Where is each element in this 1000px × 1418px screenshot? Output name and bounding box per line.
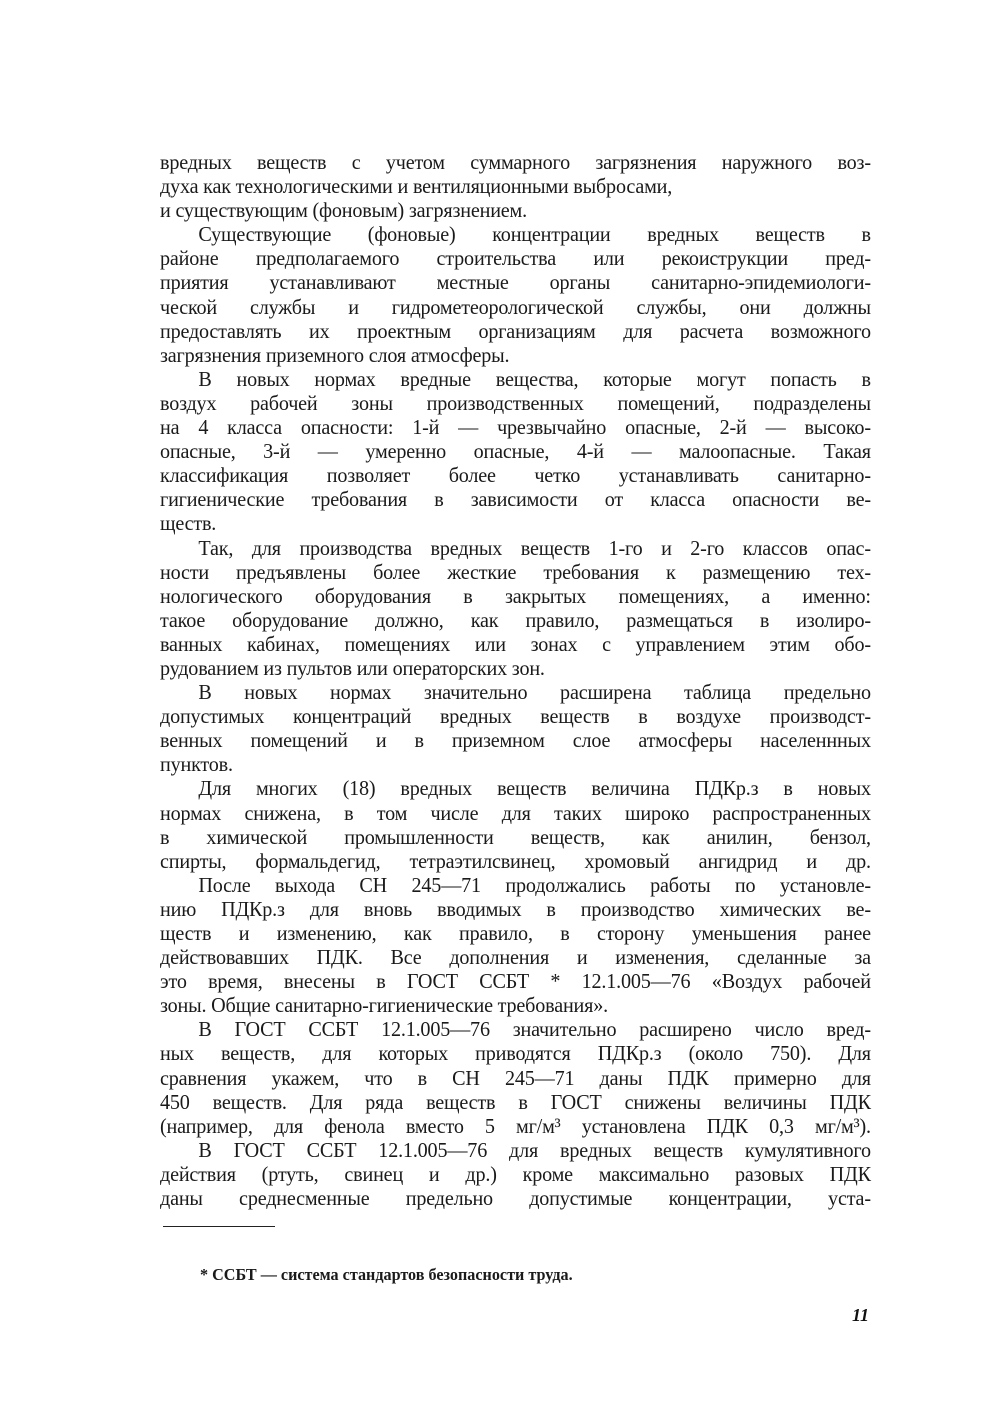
text-line: даны среднесменные предельно допустимые концентрации, уста- xyxy=(160,1186,871,1211)
text-line: загрязнения приземного слоя атмосферы. xyxy=(160,342,510,367)
paragraph-start-line: В новых нормах вредные вещества, которые могут попасть в xyxy=(198,366,871,391)
text-line: опасные, 3-й — умеренно опасные, 4-й — малоопасные. Такая xyxy=(160,439,871,464)
paragraph-start-line: После выхода СН 245—71 продолжались работы по установле- xyxy=(198,872,871,897)
paragraph-start-line: Так, для производства вредных веществ 1-го и 2-го классов опас- xyxy=(198,535,871,560)
text-line: спирты, формальдегид, тетраэтилсвинец, хромовый ангидрид и др. xyxy=(160,848,871,873)
text-line: нормах снижена, в том числе для таких широко распространенных xyxy=(160,800,871,825)
text-line: ванных кабинах, помещениях или зонах с управлением этим обо- xyxy=(160,631,871,656)
text-line: духа как технологическими и вентиляционными выбросами, xyxy=(160,174,673,199)
text-line: классификация позволяет более четко устанавливать санитарно- xyxy=(160,463,871,488)
text-line: ных веществ, для которых приводятся ПДКр.з (около 750). Для xyxy=(160,1041,871,1066)
text-line: приятия устанавливают местные органы санитарно-эпидемиологи- xyxy=(160,270,871,295)
footnote-divider xyxy=(163,1226,275,1227)
text-line: зоны. Общие санитарно-гигиенические требования». xyxy=(160,993,608,1018)
text-line: нию ПДКр.з для вновь вводимых в производство химических ве- xyxy=(160,896,871,921)
text-line: такое оборудование должно, как правило, размещаться в изолиро- xyxy=(160,607,871,632)
footnote: * ССБТ — система стандартов безопасности труда. xyxy=(200,1265,573,1284)
paragraph-start-line: Для многих (18) вредных веществ величина ПДКр.з в новых xyxy=(198,776,871,801)
paragraph-start-line: В ГОСТ ССБТ 12.1.005—76 для вредных веществ кумулятивного xyxy=(198,1137,871,1162)
text-line: ности предъявлены более жесткие требования к размещению тех- xyxy=(160,559,871,584)
text-line: нологического оборудования в закрытых помещениях, а именно: xyxy=(160,583,871,608)
text-line: действовавших ПДК. Все дополнения и изменения, сделанные за xyxy=(160,945,871,970)
text-line: вредных веществ с учетом суммарного загрязнения наружного воз- xyxy=(160,150,871,174)
page-body-text xyxy=(160,150,872,1210)
text-line: ществ. xyxy=(160,511,217,536)
text-line: в химической промышленности веществ, как анилин, бензол, xyxy=(160,824,871,849)
text-line: гигиенические требования в зависимости от класса опасности ве- xyxy=(160,487,871,512)
text-line: предоставлять их проектным организациям для расчета возможного xyxy=(160,318,871,343)
paragraph-start-line: В ГОСТ ССБТ 12.1.005—76 значительно расширено число вред- xyxy=(198,1017,871,1042)
text-line: венных помещений и в приземном слое атмосферы населеннных xyxy=(160,728,871,753)
text-line: и существующим (фоновым) загрязнением. xyxy=(160,198,527,223)
text-line: воздух рабочей зоны производственных помещений, подразделены xyxy=(160,390,871,415)
paragraph-start-line: Существующие (фоновые) концентрации вредных веществ в xyxy=(198,222,871,247)
text-line: ческой службы и гидрометеорологической службы, они должны xyxy=(160,294,871,319)
text-line: сравнения укажем, что в СН 245—71 даны ПДК примерно для xyxy=(160,1065,871,1090)
text-line: на 4 класса опасности: 1-й — чрезвычайно опасные, 2-й — высоко- xyxy=(160,415,871,440)
page-number: 11 xyxy=(852,1305,870,1325)
text-line: 450 веществ. Для ряда веществ в ГОСТ снижены величины ПДК xyxy=(160,1089,871,1114)
text-line: районе предполагаемого строительства или рекоиструкции пред- xyxy=(160,246,871,271)
text-line: (например, для фенола вместо 5 мг/м³ установлена ПДК 0,3 мг/м³). xyxy=(160,1113,871,1138)
text-line: допустимых концентраций вредных веществ в воздухе производст- xyxy=(160,704,871,729)
paragraph-start-line: В новых нормах значительно расширена таблица предельно xyxy=(198,680,871,705)
text-line: действия (ртуть, свинец и др.) кроме максимально разовых ПДК xyxy=(160,1161,871,1186)
text-line: пунктов. xyxy=(160,752,233,777)
text-line: ществ и изменению, как правило, в сторону уменьшения ранее xyxy=(160,921,871,945)
text-line: рудованием из пультов или операторских зон. xyxy=(160,655,545,680)
text-line: это время, внесены в ГОСТ ССБТ * 12.1.005—76 «Воздух рабочей xyxy=(160,969,871,994)
